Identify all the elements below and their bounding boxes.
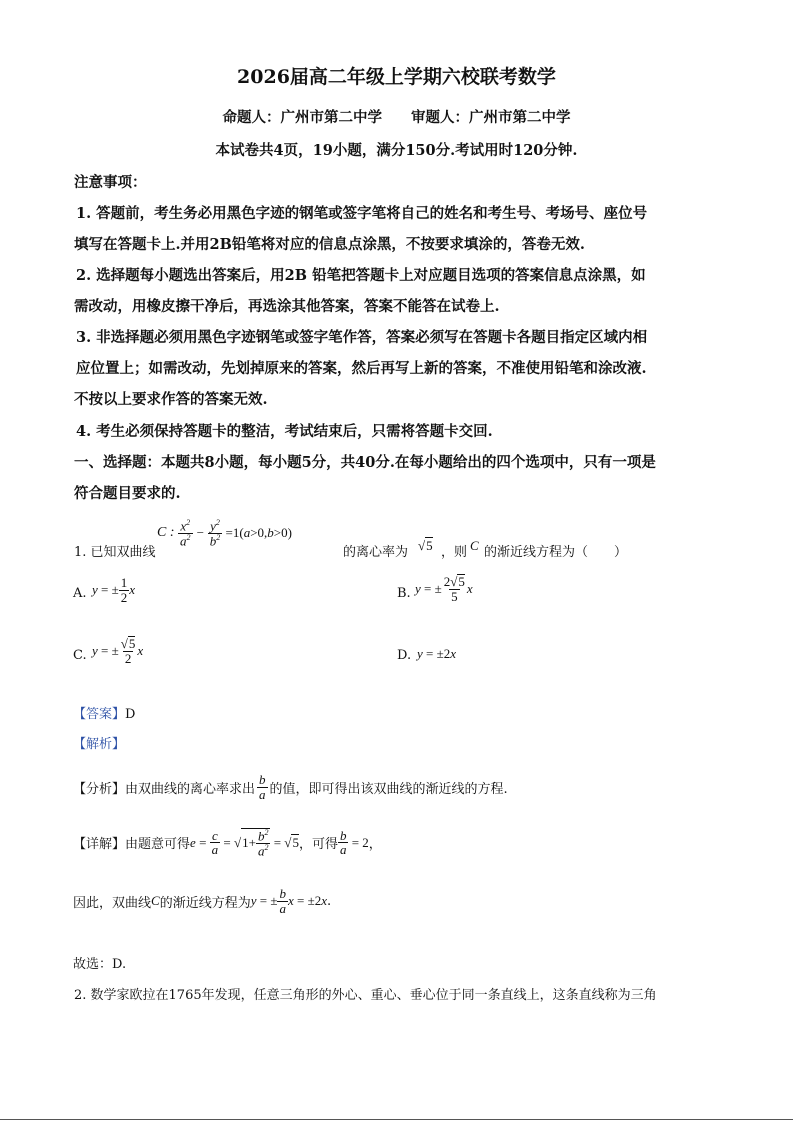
therefore-asymptote-formula: y = ± $\frac{b}{a}$ x = ±2 x — [250, 886, 327, 916]
page-bottom-divider — [0, 1119, 793, 1120]
notes-heading: 注意事项： — [74, 174, 147, 191]
detail-text-1: 由题意可得 — [125, 837, 191, 853]
exam-title: 2026届高二年级上学期六校联考数学 — [237, 66, 556, 88]
q1-eccentricity: √5 — [418, 538, 433, 553]
detail-text-2: ，可得 — [298, 837, 338, 853]
q1-curve-symbol: C — [470, 538, 479, 553]
section-1-heading-line-1: 一、选择题：本题共8小题，每小题5分，共40分.在每小题给出的四个选项中，只有一项是 — [74, 454, 656, 471]
detail-ratio-formula: $\frac{b}{a}$ = 2 — [339, 827, 369, 858]
q2-text: 2. 数学家欧拉在1765年发现，任意三角形的外心、重心、垂心位于同一条直线上，这条直线称为三角 — [74, 988, 657, 1003]
q1-option-c-formula: y = ± $\frac{√5}{2}$ x — [92, 636, 144, 666]
q1-option-a-formula: y = ± $\frac{1}{2}$ x — [92, 575, 136, 605]
q1-mid-text-2: ，则 — [441, 545, 468, 560]
q1-therefore-line — [73, 887, 331, 915]
note-4: 4. 考生必须保持答题卡的整洁，考试结束后，只需将答题卡交回. — [76, 423, 493, 440]
q1-answer-line — [73, 703, 135, 722]
note-3-line-1: 3. 非选择题必须用黑色字迹钢笔或签字笔作答，答案必须写在答题卡各题目指定区域内相 — [76, 329, 648, 346]
note-3-line-2: 应位置上；如需改动，先划掉原来的答案，然后再写上新的答案，不准使用铅笔和涂改液. — [76, 360, 647, 377]
detail-eccentricity-formula: e = $\frac{c}{a}$ = √ 1+ $\frac{b^2}{a^2}$ = √ 5 — [190, 827, 299, 859]
therefore-text-1: 因此，双曲线 — [73, 895, 152, 911]
q1-mid-text: 的离心率为 — [343, 545, 409, 560]
q1-option-d-label: D. — [397, 648, 412, 663]
q1-prefix: 1. 已知双曲线 — [74, 545, 156, 560]
q1-hyperbola-equation: C : $\frac{x^2}{a^2}$ − $\frac{y^2}{b^2}$ =1( a >0, b >0) — [157, 518, 292, 549]
q1-option-c-label: C. — [73, 648, 87, 663]
q1-suffix: 的渐近线方程为（ ） — [484, 545, 628, 560]
therefore-curve-symbol: C — [151, 893, 160, 909]
analysis-tag: 【解析】 — [73, 737, 126, 752]
therefore-text-3: . — [326, 893, 332, 909]
fenxi-text-2: 的值，即可得出该双曲线的渐近线的方程. — [269, 781, 508, 797]
exam-info: 本试卷共4页，19小题，满分150分.考试用时120分钟. — [215, 142, 578, 159]
therefore-text-2: 的渐近线方程为 — [159, 895, 251, 911]
note-3-line-3: 不按以上要求作答的答案无效. — [74, 391, 268, 408]
q1-option-d-formula: y = ±2x — [417, 646, 457, 661]
fenxi-text-1: 由双曲线的离心率求出 — [125, 781, 256, 797]
fenxi-tag: 【分析】 — [73, 781, 126, 797]
note-1-line-2: 填写在答题卡上.并用2B铅笔将对应的信息点涂黑，不按要求填涂的，答卷无效. — [74, 236, 585, 253]
note-2-line-2: 需改动，用橡皮擦干净后，再选涂其他答案，答案不能答在试卷上. — [74, 298, 500, 315]
detail-tag: 【详解】 — [73, 837, 126, 853]
section-1-heading-line-2: 符合题目要求的. — [74, 485, 181, 502]
detail-text-3: ， — [368, 837, 382, 853]
fenxi-b-over-a: $\frac{b}{a}$ — [259, 772, 266, 802]
exam-authors: 命题人：广州市第二中学 审题人：广州市第二中学 — [222, 109, 571, 126]
q1-option-b-label: B. — [397, 586, 411, 601]
q1-choose: 故选：D. — [73, 957, 127, 972]
note-1-line-1: 1. 答题前，考生务必用黑色字迹的钢笔或签字笔将自己的姓名和考生号、考场号、座位号 — [76, 205, 648, 222]
q1-fenxi-line — [73, 773, 508, 801]
note-2-line-1: 2. 选择题每小题选出答案后，用2B 铅笔把答题卡上对应题目选项的答案信息点涂黑，如 — [76, 267, 646, 284]
answer-tag: 【答案】 — [73, 707, 126, 722]
q1-detail-line — [73, 828, 382, 858]
q1-option-b-formula: y = ± $\frac{2√5}{5}$ x — [415, 574, 473, 604]
answer-value: D — [125, 707, 136, 722]
q1-option-a-label: A. — [73, 586, 87, 601]
